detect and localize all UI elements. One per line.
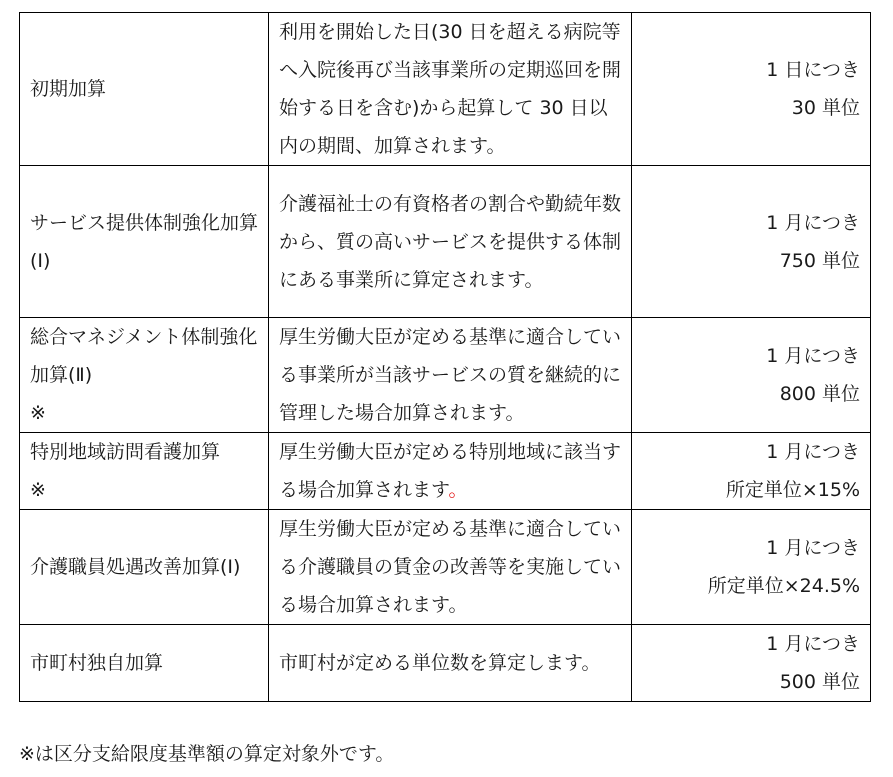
- addition-name: 介護職員処遇改善加算(Ⅰ): [30, 556, 241, 578]
- amount-period: 1 月につき: [766, 633, 860, 655]
- amount-units: 30 単位: [791, 97, 860, 119]
- footnote: ※は区分支給限度基準額の算定対象外です。: [19, 743, 395, 765]
- table-row: [20, 510, 871, 625]
- amount-units: 750 単位: [779, 249, 860, 272]
- table-row: [20, 433, 871, 510]
- addition-description: 介護福祉士の有資格者の割合や勤続年数から、質の高いサービスを提供する体制にある事業所に算定されます。: [279, 192, 622, 291]
- amount-period: 1 月につき: [766, 211, 860, 234]
- addition-amount-cell: [632, 318, 871, 433]
- table-row: [20, 13, 871, 166]
- addition-description-cell: [269, 625, 632, 702]
- red-period-mark: 。: [448, 479, 468, 501]
- table-row: [20, 318, 871, 433]
- amount-units: 所定単位×24.5%: [707, 575, 860, 597]
- addition-amount-cell: [632, 433, 871, 510]
- addition-description-cell: [269, 13, 632, 166]
- amount-period: 1 月につき: [766, 537, 860, 559]
- addition-description: 市町村が定める単位数を算定します。: [279, 652, 601, 674]
- addition-description-cell: [269, 318, 632, 433]
- addition-name: 市町村独自加算: [30, 652, 164, 674]
- addition-name: 初期加算: [30, 78, 107, 100]
- addition-name: サービス提供体制強化加算(Ⅰ): [30, 211, 259, 272]
- addition-amount-cell: [632, 166, 871, 318]
- addition-name-cell: [20, 318, 269, 433]
- exclusion-mark: ※: [30, 479, 46, 501]
- addition-name-cell: [20, 433, 269, 510]
- addition-description: 厚生労働大臣が定める基準に適合している介護職員の賃金の改善等を実施している場合加算されます。: [279, 518, 622, 616]
- amount-units: 所定単位×15%: [725, 479, 860, 501]
- addition-description: 利用を開始した日(30 日を超える病院等へ入院後再び当該事業所の定期巡回を開始する日を含む)から起算して 30 日以内の期間、加算されます。: [279, 21, 622, 157]
- amount-units: 800 単位: [779, 383, 860, 405]
- addition-description-cell: [269, 510, 632, 625]
- addition-amount-cell: [632, 625, 871, 702]
- addition-name: 特別地域訪問看護加算: [30, 441, 221, 463]
- table-row: [20, 625, 871, 702]
- amount-units: 500 単位: [779, 671, 860, 693]
- addition-name-cell: [20, 13, 269, 166]
- addition-name: 総合マネジメント体制強化加算(Ⅱ): [30, 326, 258, 386]
- addition-description: 厚生労働大臣が定める特別地域に該当する場合加算されます: [279, 441, 622, 501]
- addition-amount-cell: [632, 510, 871, 625]
- addition-description: 厚生労働大臣が定める基準に適合している事業所が当該サービスの質を継続的に管理した場合加算されます。: [279, 326, 622, 424]
- amount-period: 1 月につき: [766, 345, 860, 367]
- addition-amount-cell: [632, 13, 871, 166]
- amount-period: 1 月につき: [766, 441, 860, 463]
- amount-period: 1 日につき: [766, 59, 860, 81]
- addition-name-cell: [20, 510, 269, 625]
- addition-description-cell: [269, 433, 632, 510]
- addition-name-cell: [20, 166, 269, 318]
- addition-table: [19, 12, 871, 702]
- addition-name-cell: [20, 625, 269, 702]
- addition-description-cell: [269, 166, 632, 318]
- table-row: [20, 166, 871, 318]
- exclusion-mark: ※: [30, 402, 46, 424]
